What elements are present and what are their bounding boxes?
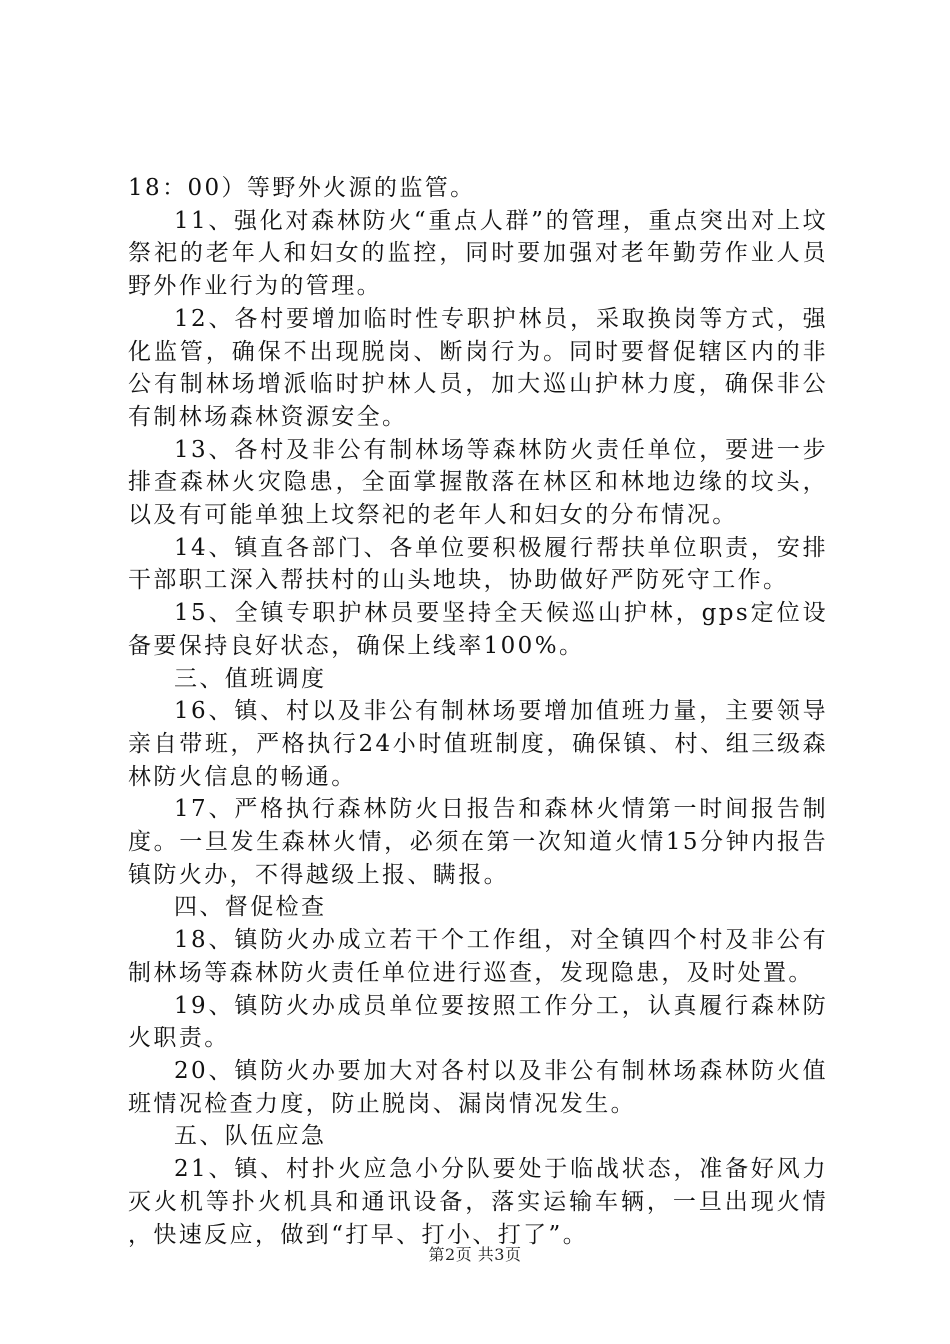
section-heading-emergency-team: 五、队伍应急 (174, 1123, 327, 1150)
paragraph-item-21: 21、镇、村扑火应急小分队要处于临战状态，准备好风力灭火机等扑火机具和通讯设备，落实运输车辆，一旦出现火情，快速反应，做到“打早、打小、打了”。 (128, 1156, 828, 1248)
paragraph-continuation: 18：00）等野外火源的监管。 (128, 175, 476, 201)
document-body (128, 172, 828, 1251)
paragraph-item-16: 16、镇、村以及非公有制林场要增加值班力量，主要领导亲自带班，严格执行24小时值班制度，确保镇、村、组三级森林防火信息的畅通。 (128, 698, 828, 790)
paragraph-item-14: 14、镇直各部门、各单位要积极履行帮扶单位职责，安排干部职工深入帮扶村的山头地块，协助做好严防死守工作。 (128, 534, 828, 594)
paragraph-item-18: 18、镇防火办成立若干个工作组，对全镇四个村及非公有制林场等森林防火责任单位进行巡查，发现隐患，及时处置。 (128, 927, 828, 986)
paragraph-item-15: 15、全镇专职护林员要坚持全天候巡山护林，gps定位设备要保持良好状态，确保上线率100%。 (128, 600, 828, 659)
paragraph-item-17: 17、严格执行森林防火日报告和森林火情第一时间报告制度。一旦发生森林火情，必须在第一次知道火情15分钟内报告镇防火办，不得越级上报、瞒报。 (128, 796, 828, 888)
paragraph-item-13: 13、各村及非公有制林场等森林防火责任单位，要进一步排查森林火灾隐患，全面掌握散落在林区和林地边缘的坟头，以及有可能单独上坟祭祀的老年人和妇女的分布情况。 (128, 436, 828, 529)
section-heading-duty-scheduling: 三、值班调度 (174, 665, 327, 692)
paragraph-item-12: 12、各村要增加临时性专职护林员，采取换岗等方式，强化监管，确保不出现脱岗、断岗行为。同时要督促辖区内的非公有制林场增派临时护林人员，加大巡山护林力度，确保非公有制林场森林资源安全。 (128, 305, 828, 430)
page-number-footer: 第2页 共3页 (428, 1245, 522, 1264)
paragraph-item-20: 20、镇防火办要加大对各村以及非公有制林场森林防火值班情况检查力度，防止脱岗、漏岗情况发生。 (128, 1057, 828, 1117)
paragraph-item-19: 19、镇防火办成员单位要按照工作分工，认真履行森林防火职责。 (128, 992, 828, 1052)
section-heading-supervision: 四、督促检查 (174, 894, 327, 921)
paragraph-item-11: 11、强化对森林防火“重点人群”的管理，重点突出对上坟祭祀的老年人和妇女的监控，同时要加强对老年勤劳作业人员野外作业行为的管理。 (128, 207, 828, 300)
